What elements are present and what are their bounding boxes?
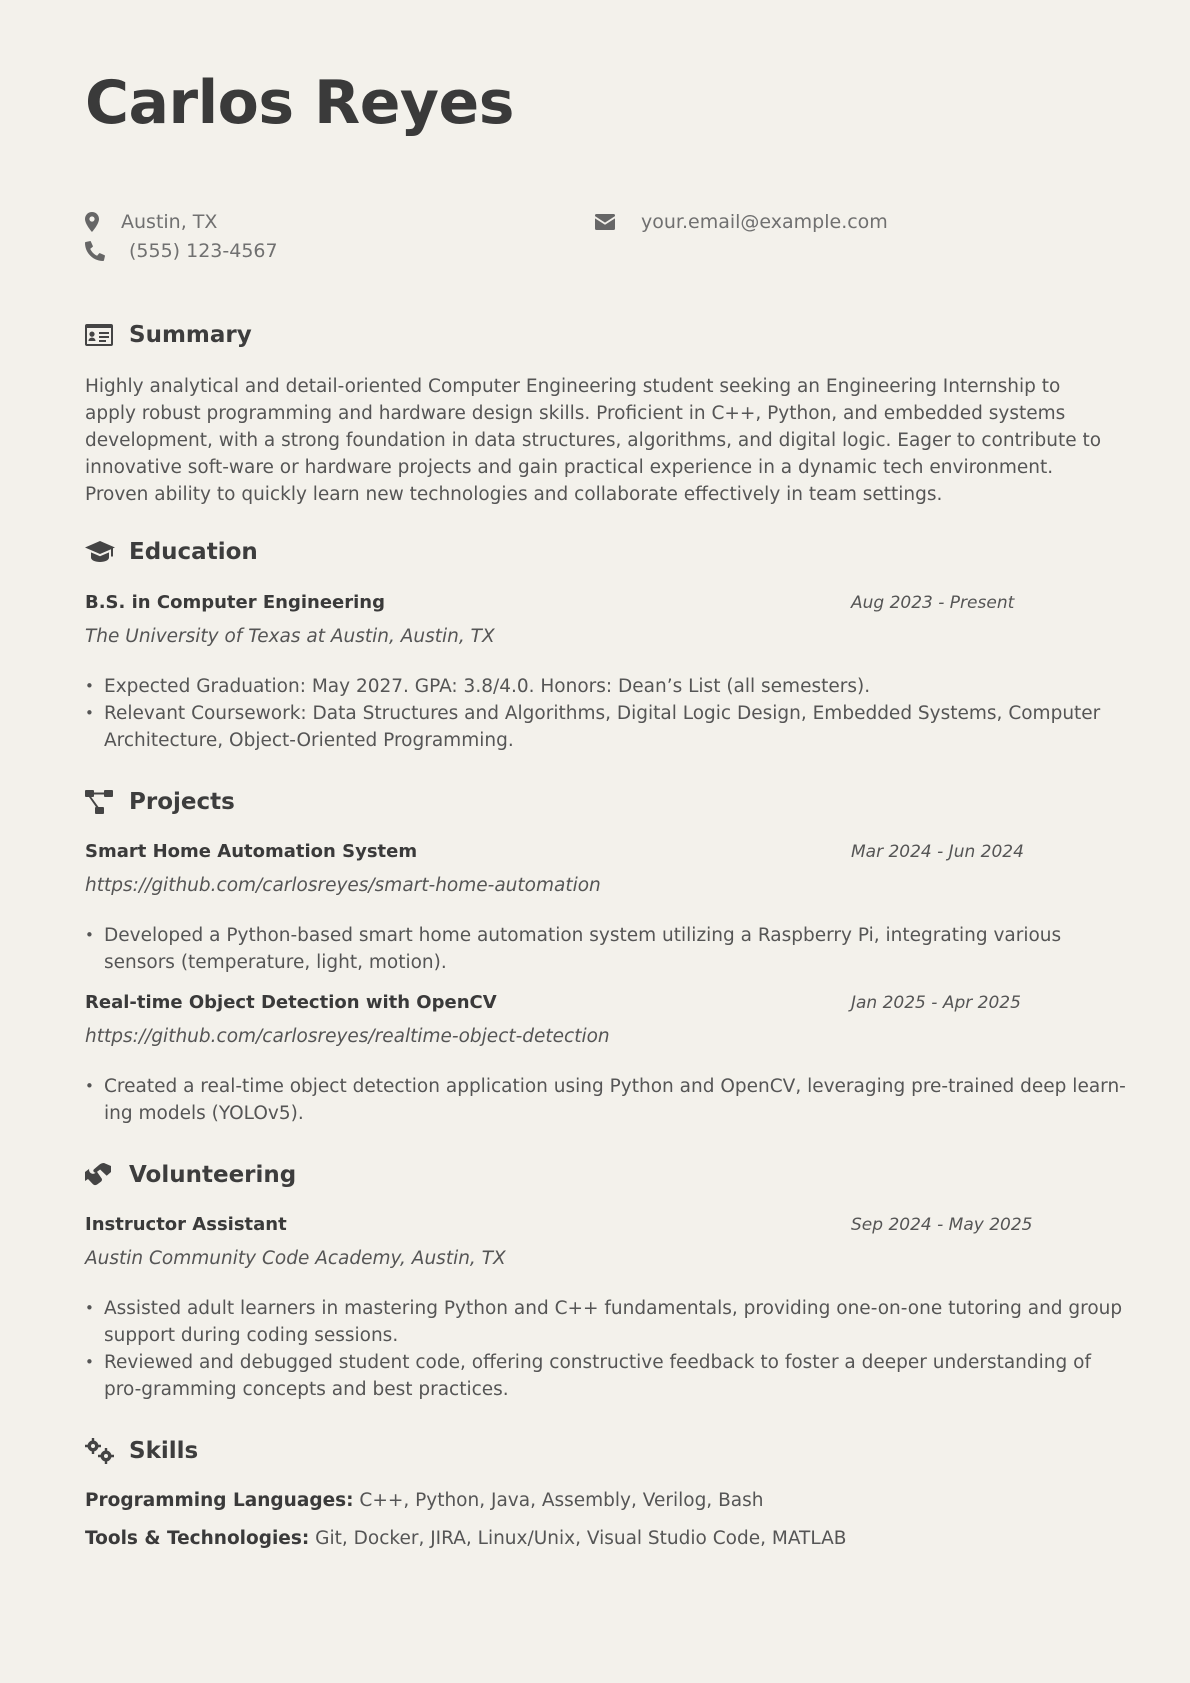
volunteer-role: Instructor Assistant [85,1214,287,1235]
education-dates: Aug 2023 - Present [851,593,1015,613]
school-name: The University of Texas at Austin, Austin, TX [85,626,495,647]
list-item: • Developed a Python-based smart home automation system utilizing a Raspberry Pi, integrating various sensors (temperature, light, motion). [104,922,1129,976]
contact-location [85,211,217,233]
project-bullets [85,922,1129,976]
email-text[interactable]: your.email@example.com [641,211,888,233]
volunteer-bullets [85,1295,1129,1403]
list-item: • Relevant Coursework: Data Structures and Algorithms, Digital Logic Design, Embedded Systems, Computer Architecture, Object-Oriented Programming. [104,700,1129,754]
skills-tools [85,1528,846,1549]
projects-heading [85,789,235,815]
summary-heading [85,322,252,348]
degree-title: B.S. in Computer Engineering [85,592,386,613]
project-dates: Jan 2025 - Apr 2025 [851,993,1021,1013]
skills-languages [85,1490,763,1511]
project-bullets [85,1073,1129,1127]
map-marker-icon [85,212,99,232]
skills-languages-value: C++, Python, Java, Assembly, Verilog, Bash [359,1490,764,1511]
project-title: Real-time Object Detection with OpenCV [85,992,497,1013]
graduation-cap-icon [85,539,117,565]
summary-title: Summary [129,322,252,348]
contact-email [595,211,888,233]
candidate-name: Carlos Reyes [85,68,514,138]
phone-icon [85,241,105,261]
project-diagram-icon [85,789,117,815]
project-title: Smart Home Automation System [85,841,418,862]
skills-heading [85,1438,198,1464]
envelope-icon [595,214,615,230]
volunteer-dates: Sep 2024 - May 2025 [851,1215,1033,1235]
project-link[interactable]: https://github.com/carlosreyes/smart-home-automation [85,875,601,896]
skills-languages-label: Programming Languages: [85,1490,354,1511]
volunteering-title: Volunteering [129,1162,297,1188]
education-title: Education [129,539,258,565]
location-text: Austin, TX [121,211,218,233]
project-dates: Mar 2024 - Jun 2024 [851,842,1024,862]
volunteering-heading [85,1162,296,1188]
list-item: • Expected Graduation: May 2027. GPA: 3.8/4.0. Honors: Dean’s List (all semesters). [104,673,1129,700]
projects-title: Projects [129,789,235,815]
phone-text[interactable]: (555) 123-4567 [129,240,278,262]
education-bullets [85,673,1129,754]
id-card-icon [85,322,117,348]
list-item: • Created a real-time object detection application using Python and OpenCV, leveraging pre-trained deep learn-ing models (YOLOv5). [104,1073,1129,1127]
list-item: • Assisted adult learners in mastering Python and C++ fundamentals, providing one-on-one tutoring and group support during coding sessions. [104,1295,1129,1349]
education-heading [85,539,258,565]
summary-text: Highly analytical and detail-oriented Computer Engineering student seeking an Engineering Internship to apply robust programming and hardware design skills. Proficient in C++, Python, and embedded systems development, with a strong foundation in data structures, algorithms, and digital logic. Eager to contribute to innovative soft-ware or hardware projects and gain practical experience in a dynamic tech environment. Proven ability to quickly learn new technologies and collaborate effectively in team settings. [85,376,1102,505]
skills-tools-value: Git, Docker, JIRA, Linux/Unix, Visual Studio Code, MATLAB [315,1528,847,1549]
skills-tools-label: Tools & Technologies: [85,1528,310,1549]
skills-title: Skills [129,1438,199,1464]
list-item: • Reviewed and debugged student code, offering constructive feedback to foster a deeper understanding of pro-gramming concepts and best practices. [104,1349,1129,1403]
project-link[interactable]: https://github.com/carlosreyes/realtime-object-detection [85,1026,610,1047]
gears-icon [85,1438,117,1464]
volunteer-org: Austin Community Code Academy, Austin, TX [85,1248,506,1269]
contact-phone [85,240,278,262]
handshake-icon [85,1162,117,1188]
